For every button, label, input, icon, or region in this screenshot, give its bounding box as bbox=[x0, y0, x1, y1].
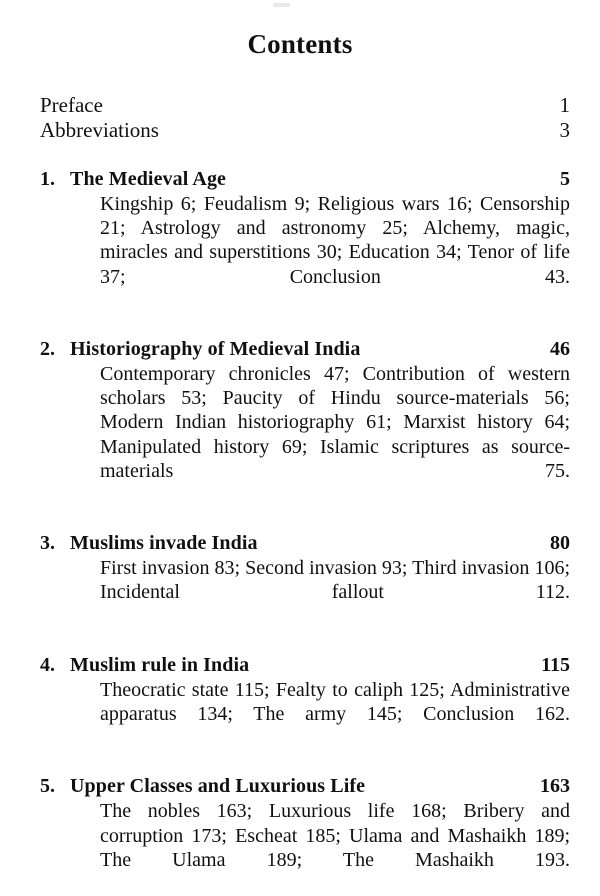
chapter-heading[interactable] bbox=[40, 652, 570, 678]
chapter-page-number: 163 bbox=[540, 775, 570, 798]
chapter-title: Upper Classes and Luxurious Life bbox=[70, 775, 366, 798]
toc-body bbox=[0, 93, 600, 896]
chapter-entry-1[interactable] bbox=[40, 166, 570, 313]
chapter-entry-4[interactable] bbox=[40, 652, 570, 751]
chapter-description: Theocratic state 115; Fealty to caliph 125; Administrative apparatus 134; The army 145; Conclusion 162. bbox=[100, 678, 570, 726]
chapter-entry-5[interactable] bbox=[40, 773, 570, 896]
chapter-description: Kingship 6; Feudalism 9; Religious wars 16; Censorship 21; Astrology and astronomy 25; Alchemy, magic, miracles and superstitions 30; Education 34; Tenor of life 37; Conclusion 43. bbox=[100, 193, 570, 288]
chapter-number: 4. bbox=[40, 653, 55, 676]
chapter-page-number: 46 bbox=[550, 338, 570, 361]
chapter-page-number: 5 bbox=[560, 168, 570, 190]
scan-artifact bbox=[273, 3, 290, 7]
chapter-page-number: 80 bbox=[550, 532, 570, 555]
chapter-page-number: 115 bbox=[541, 653, 570, 676]
chapter-heading[interactable] bbox=[40, 336, 570, 362]
frontmatter-page-number: 3 bbox=[559, 118, 570, 142]
chapter-description: The nobles 163; Luxurious life 168; Bribery and corruption 173; Escheat 185; Ulama and Mashaikh 189; The Ulama 189; The Mashaikh 193. bbox=[100, 800, 570, 871]
frontmatter-list bbox=[40, 93, 570, 143]
chapter-title: The Medieval Age bbox=[70, 168, 227, 190]
page-title: Contents bbox=[247, 29, 353, 59]
frontmatter-page-number: 1 bbox=[559, 93, 570, 117]
chapter-title: Historiography of Medieval India bbox=[70, 338, 361, 361]
chapter-entry-2[interactable] bbox=[40, 336, 570, 507]
frontmatter-label: Abbreviations bbox=[40, 118, 159, 142]
chapter-heading[interactable] bbox=[40, 773, 570, 799]
chapter-title: Muslims invade India bbox=[70, 532, 258, 555]
chapter-number: 3. bbox=[40, 532, 55, 555]
chapter-title: Muslim rule in India bbox=[70, 653, 250, 676]
chapter-heading[interactable] bbox=[40, 530, 570, 556]
chapter-entry-3[interactable] bbox=[40, 530, 570, 629]
chapter-description: Contemporary chronicles 47; Contribution of western scholars 53; Paucity of Hindu source-materials 56; Modern Indian historiography 61; Marxist history 64; Manipulated history 69; Islamic scriptures as source-materials 75. bbox=[100, 363, 570, 482]
chapter-number: 2. bbox=[40, 338, 55, 361]
chapter-number: 5. bbox=[40, 775, 55, 798]
frontmatter-label: Preface bbox=[40, 93, 103, 117]
frontmatter-entry-abbreviations[interactable] bbox=[40, 118, 570, 143]
chapter-number: 1. bbox=[40, 168, 55, 190]
chapter-heading[interactable] bbox=[40, 166, 570, 192]
chapter-description: First invasion 83; Second invasion 93; Third invasion 106; Incidental fallout 112. bbox=[100, 557, 570, 604]
frontmatter-entry-preface[interactable] bbox=[40, 93, 570, 118]
